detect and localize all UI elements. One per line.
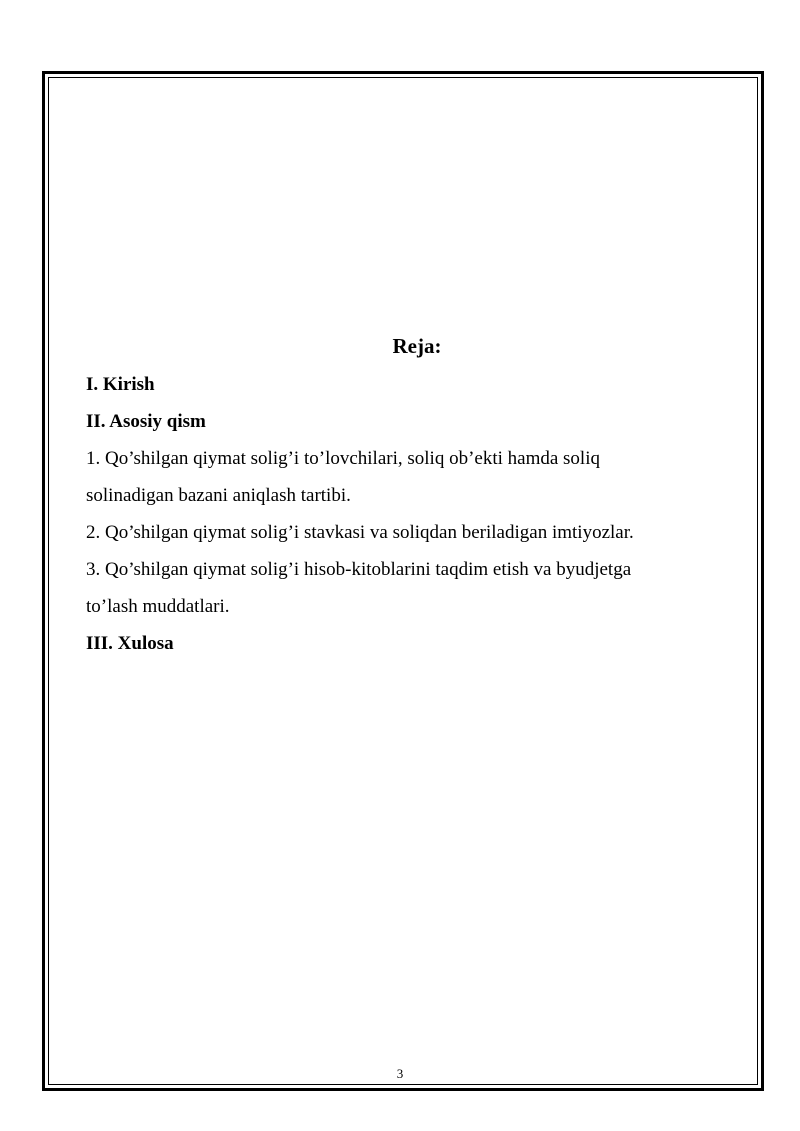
plan-item-1-line-2: solinadigan bazani aniqlash tartibi.	[86, 485, 351, 506]
page-number: 3	[396, 1066, 404, 1081]
plan-item-intro: I. Kirish	[86, 374, 155, 395]
plan-item-conclusion: III. Xulosa	[86, 633, 174, 654]
plan-list	[86, 366, 736, 662]
plan-item-main-part: II. Asosiy qism	[86, 411, 206, 432]
plan-item-3-line-2: to’lash muddatlari.	[86, 596, 230, 617]
plan-item-3-line-1: 3. Qo’shilgan qiymat solig’i hisob-kitoblarini taqdim etish va byudjetga	[86, 559, 632, 580]
plan-heading: Reja:	[392, 334, 442, 358]
plan-item-2: 2. Qo’shilgan qiymat solig’i stavkasi va soliqdan beriladigan imtiyozlar.	[86, 522, 634, 543]
plan-item-1-line-1: 1. Qo’shilgan qiymat solig’i to’lovchilari, soliq ob’ekti hamda soliq	[86, 448, 600, 469]
